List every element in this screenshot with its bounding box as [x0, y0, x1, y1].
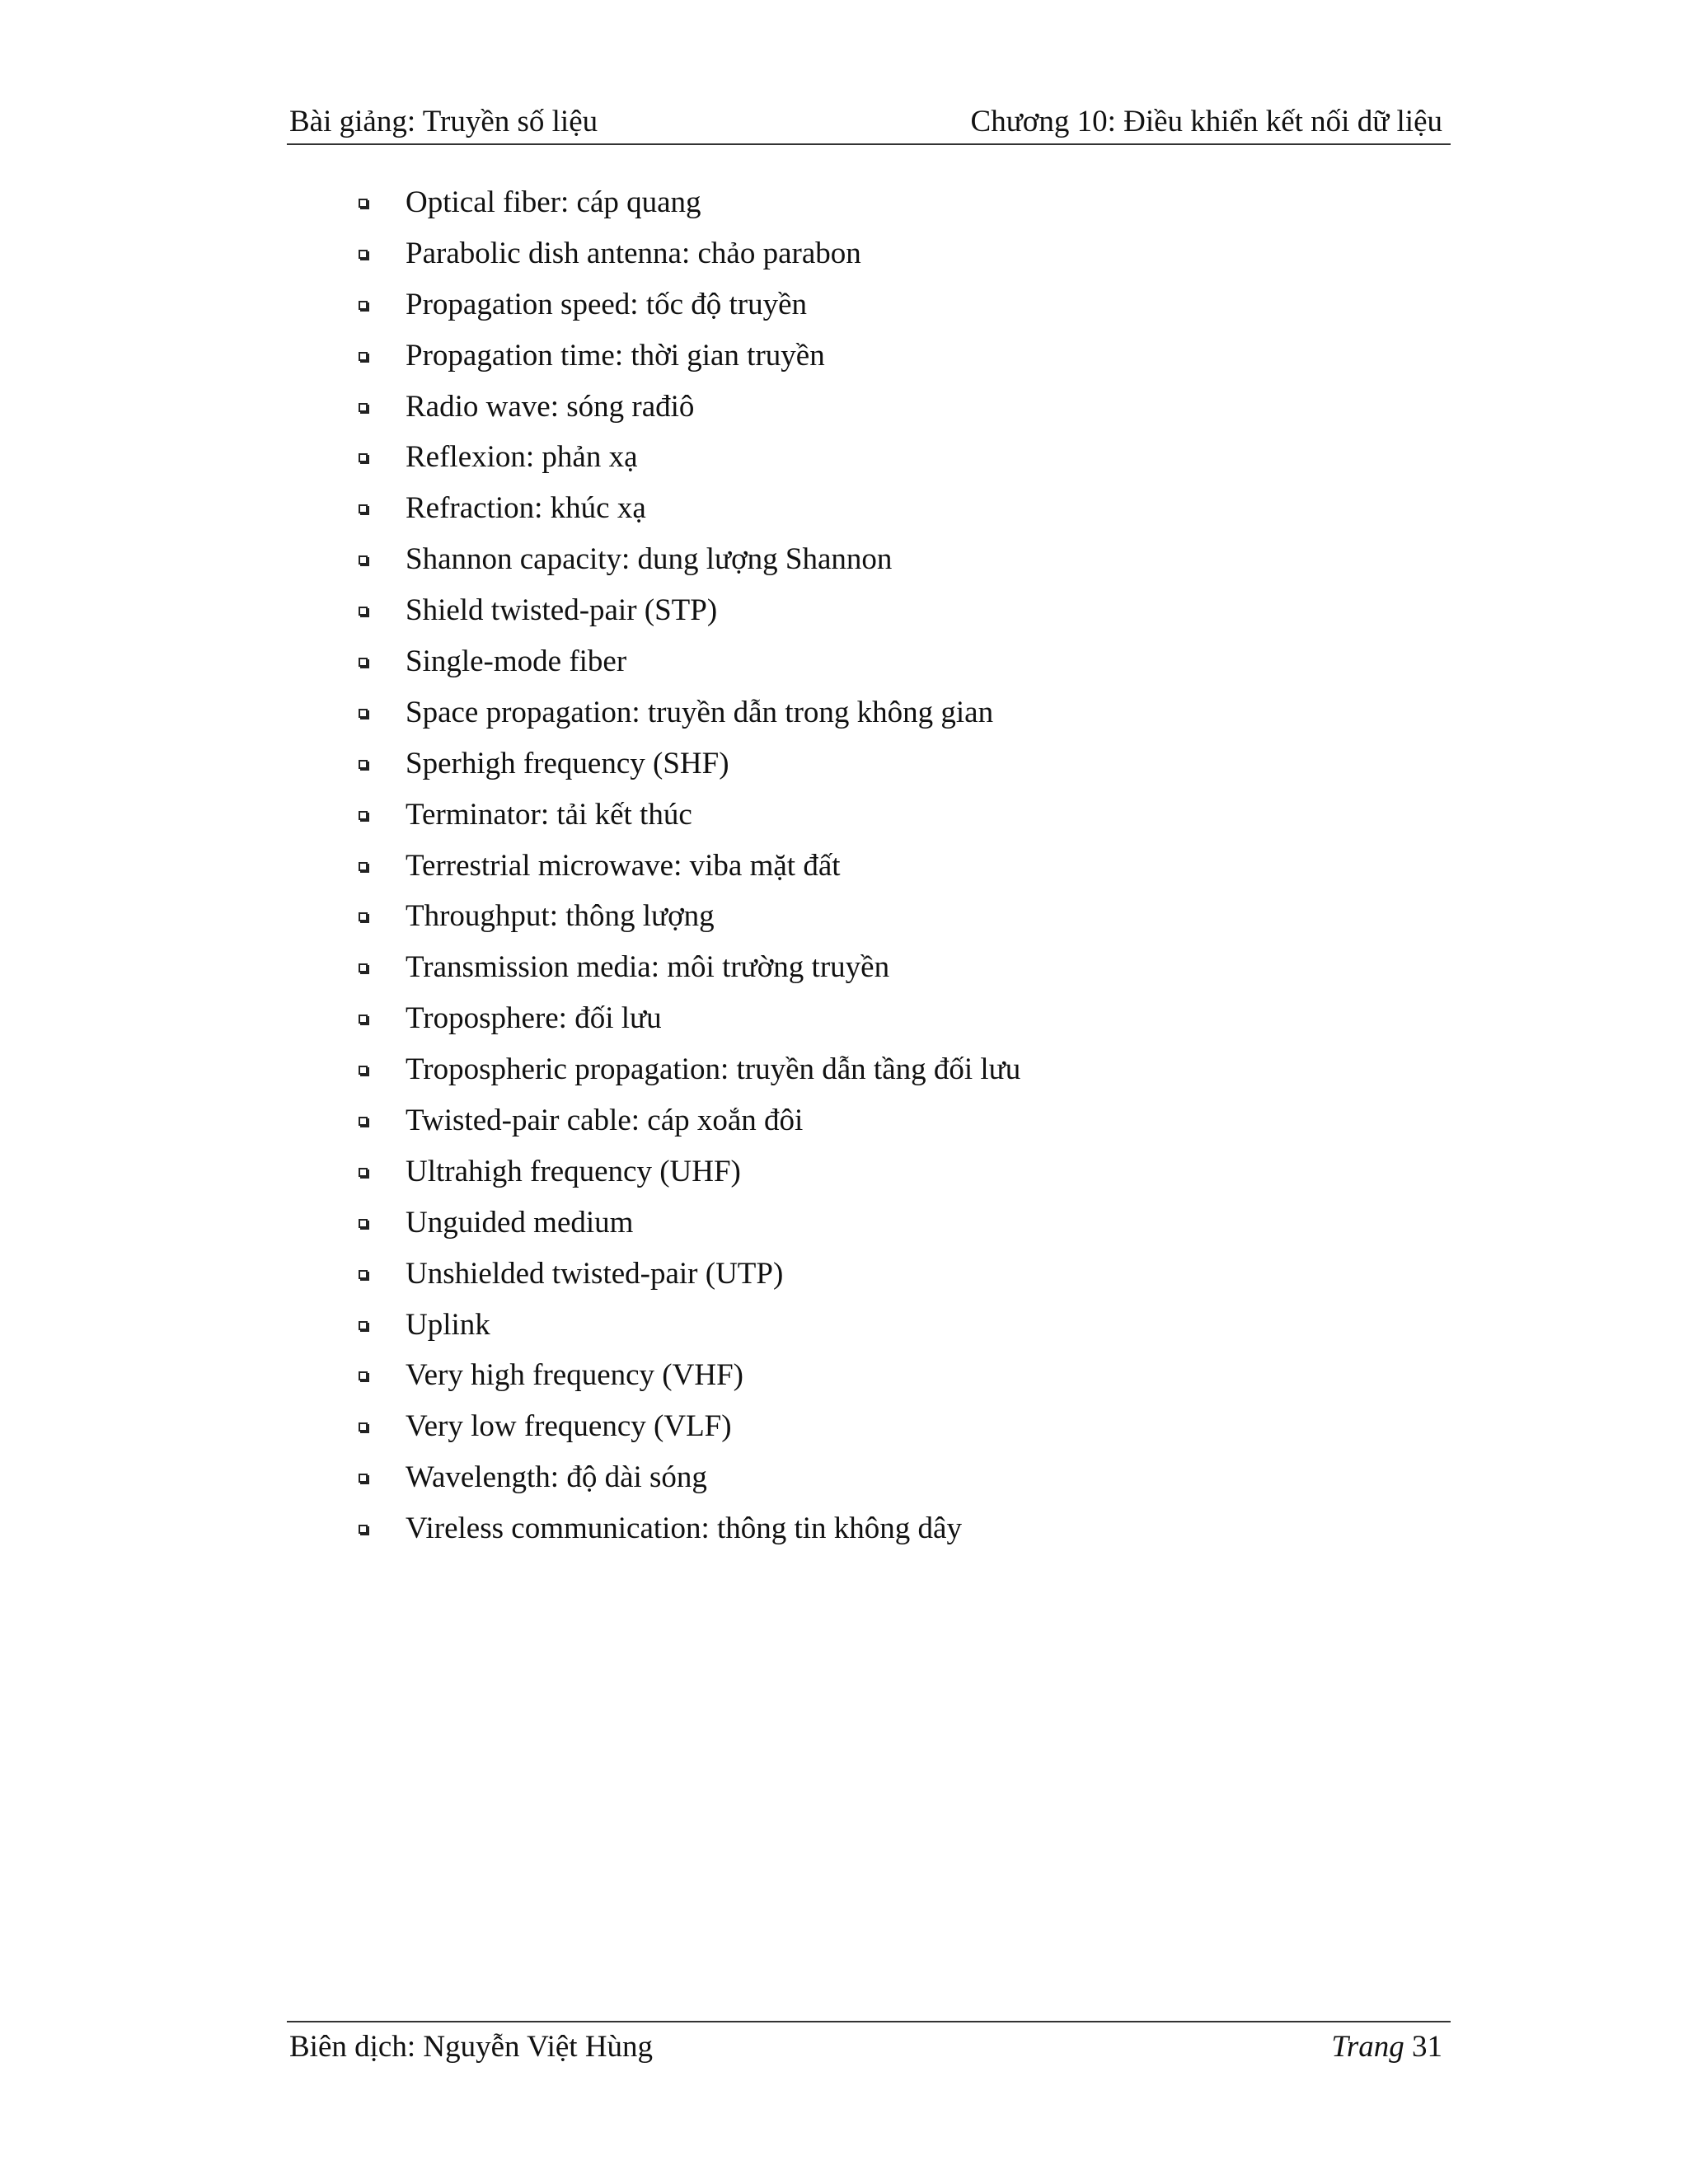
glossary-term: Uplink — [406, 1307, 490, 1342]
checkbox-bullet-icon — [359, 199, 368, 208]
glossary-term: Shannon capacity: dung lượng Shannon — [406, 542, 893, 577]
checkbox-bullet-icon — [359, 760, 368, 769]
checkbox-bullet-icon — [359, 1168, 368, 1177]
glossary-term: Vireless communication: thông tin không dây — [406, 1511, 962, 1546]
glossary-term: Radio wave: sóng rađiô — [406, 389, 695, 424]
checkbox-bullet-icon — [359, 352, 368, 361]
checkbox-bullet-icon — [359, 862, 368, 871]
page-number: 31 — [1412, 2030, 1442, 2064]
checkbox-bullet-icon — [359, 555, 368, 565]
glossary-term: Optical fiber: cáp quang — [406, 185, 701, 219]
checkbox-bullet-icon — [359, 1117, 368, 1126]
page-footer — [287, 2021, 1451, 2072]
checkbox-bullet-icon — [359, 1015, 368, 1024]
glossary-term: Very low frequency (VLF) — [406, 1409, 732, 1444]
glossary-term: Reflexion: phản xạ — [406, 440, 638, 475]
glossary-term: Ultrahigh frequency (UHF) — [406, 1154, 741, 1188]
glossary-term: Shield twisted-pair (STP) — [406, 593, 718, 628]
glossary-term: Throughput: thông lượng — [406, 899, 715, 934]
glossary-term: Sperhigh frequency (SHF) — [406, 746, 729, 780]
checkbox-bullet-icon — [359, 963, 368, 972]
checkbox-bullet-icon — [359, 1270, 368, 1279]
glossary-term: Wavelength: độ dài sóng — [406, 1460, 707, 1495]
checkbox-bullet-icon — [359, 1474, 368, 1483]
glossary-term: Single-mode fiber — [406, 644, 627, 679]
glossary-term: Unshielded twisted-pair (UTP) — [406, 1256, 784, 1291]
checkbox-bullet-icon — [359, 301, 368, 310]
glossary-term: Troposphere: đối lưu — [406, 1001, 662, 1036]
checkbox-bullet-icon — [359, 1525, 368, 1534]
checkbox-bullet-icon — [359, 811, 368, 820]
page-word: Trang — [1331, 2030, 1404, 2064]
checkbox-bullet-icon — [359, 453, 368, 462]
translator-credit: Biên dịch: Nguyễn Việt Hùng — [289, 2030, 654, 2064]
glossary-term: Propagation time: thời gian truyền — [406, 338, 825, 373]
checkbox-bullet-icon — [359, 912, 368, 921]
checkbox-bullet-icon — [359, 1321, 368, 1330]
glossary-term: Space propagation: truyền dẫn trong không gian — [406, 695, 994, 729]
glossary-term: Unguided medium — [406, 1205, 634, 1240]
checkbox-bullet-icon — [359, 658, 368, 667]
checkbox-bullet-icon — [359, 1371, 368, 1380]
page-header — [287, 99, 1451, 145]
checkbox-bullet-icon — [359, 403, 368, 412]
checkbox-bullet-icon — [359, 709, 368, 718]
glossary-term: Terminator: tải kết thúc — [406, 797, 692, 832]
checkbox-bullet-icon — [359, 607, 368, 616]
glossary-term: Transmission media: môi trường truyền — [406, 950, 890, 985]
glossary-term: Very high frequency (VHF) — [406, 1358, 743, 1393]
checkbox-bullet-icon — [359, 1066, 368, 1075]
lecture-title: Bài giảng: Truyền số liệu — [289, 105, 598, 138]
checkbox-bullet-icon — [359, 250, 368, 259]
page-number-label — [1331, 2029, 1442, 2065]
glossary-term: Parabolic dish antenna: chảo parabon — [406, 236, 861, 270]
glossary-term: Propagation speed: tốc độ truyền — [406, 287, 808, 321]
glossary-term: Tropospheric propagation: truyền dẫn tầng đối lưu — [406, 1052, 1021, 1087]
checkbox-bullet-icon — [359, 1422, 368, 1432]
glossary-term: Terrestrial microwave: viba mặt đất — [406, 848, 841, 883]
checkbox-bullet-icon — [359, 1219, 368, 1228]
glossary-term: Twisted-pair cable: cáp xoắn đôi — [406, 1104, 804, 1138]
chapter-title: Chương 10: Điều khiển kết nối dữ liệu — [970, 105, 1442, 138]
checkbox-bullet-icon — [359, 504, 368, 513]
glossary-term: Refraction: khúc xạ — [406, 491, 646, 526]
